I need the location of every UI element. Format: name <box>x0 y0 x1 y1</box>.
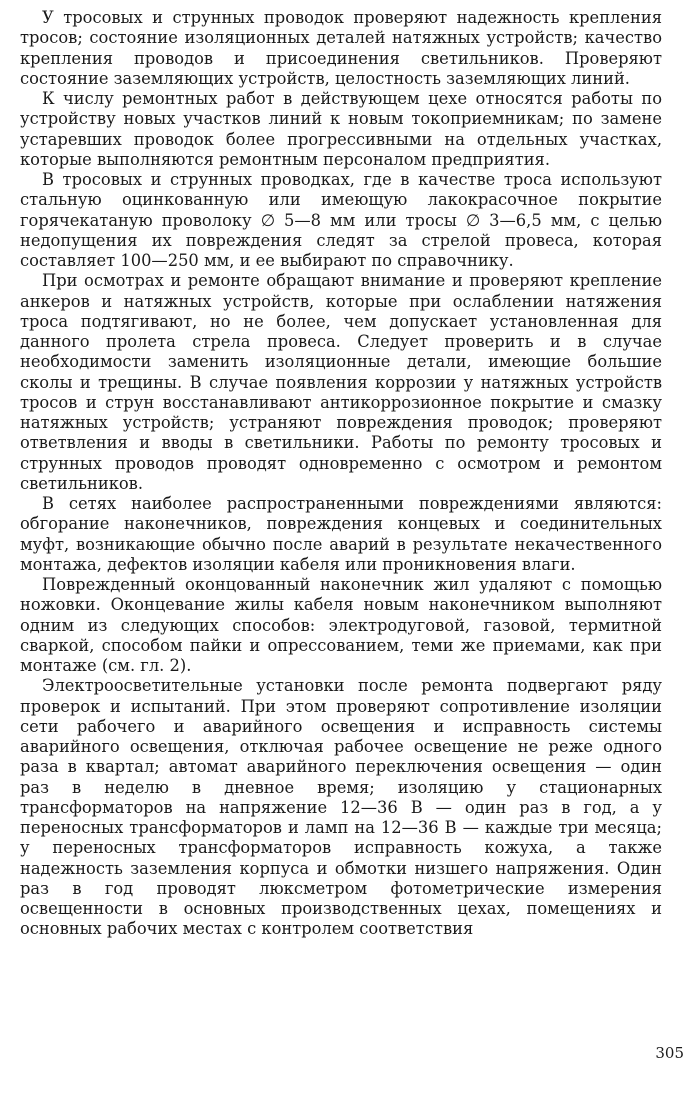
paragraph-7: Электроосветительные установки после ремонта подвергают ряду проверок и испытаний. При этом проверяют сопротивление изоляции сети рабочего и аварийного освещения и исправность системы аварийного освещения, отключая рабочее освещение не реже одного раза в квартал; автомат аварийного переключения освещения — один раз в неделю в дневное время; изоляцию у стационарных трансформаторов на напряжение 12—36 В — один раз в год, а у переносных трансформаторов и ламп на 12—36 В — каждые три месяца; у переносных трансформаторов исправность кожуха, а также надежность заземления корпуса и обмотки низшего напряжения. Один раз в год проводят люксметром фотометрические измерения освещенности в основных производственных цехах, помещениях и основных рабочих местах с контролем соответствия <box>20 676 662 939</box>
page-number: 305 <box>655 1044 684 1062</box>
paragraph-1: У тросовых и струнных проводок проверяют надежность крепления тросов; состояние изоляционных деталей натяжных устройств; качество крепления проводов и присоединения светильников. Проверяют состояние заземляющих устройств, целостность заземляющих линий. <box>20 8 662 88</box>
paragraph-2: К числу ремонтных работ в действующем цехе относятся работы по устройству новых участков линий к новым токоприемникам; по замене устаревших проводок более прогрессивными на отдельных участках, которые выполняются ремонтным персоналом предприятия. <box>20 89 662 169</box>
paragraph-5: В сетях наиболее распространенными повреждениями являются: обгорание наконечников, повреждения концевых и соединительных муфт, возникающие обычно после аварий в результате некачественного монтажа, дефектов изоляции кабеля или проникновения влаги. <box>20 494 662 574</box>
paragraph-3: В тросовых и струнных проводках, где в качестве троса используют стальную оцинкованную или имеющую лакокрасочное покрытие горячекатаную проволоку ∅ 5—8 мм или тросы ∅ 3—6,5 мм, с целью недопущения их повреждения следят за стрелой провеса, которая составляет 100—250 мм, и ее выбирают по справочнику. <box>20 170 662 270</box>
document-page <box>20 8 662 1088</box>
paragraph-6: Поврежденный оконцованный наконечник жил удаляют с помощью ножовки. Оконцевание жилы кабеля новым наконечником выполняют одним из следующих способов: электродуговой, газовой, термитной сваркой, способом пайки и опрессованием, теми же приемами, как при монтаже (см. гл. 2). <box>20 575 662 675</box>
paragraph-4: При осмотрах и ремонте обращают внимание и проверяют крепление анкеров и натяжных устройств, которые при ослаблении натяжения троса подтягивают, но не более, чем допускает установленная для данного пролета стрела провеса. Следует проверить и в случае необходимости заменить изоляционные детали, имеющие большие сколы и трещины. В случае появления коррозии у натяжных устройств тросов и струн восстанавливают антикоррозионное покрытие и смазку натяжных устройств; устраняют повреждения проводок; проверяют ответвления и вводы в светильники. Работы по ремонту тросовых и струнных проводов проводят одновременно с осмотром и ремонтом светильников. <box>20 271 662 493</box>
